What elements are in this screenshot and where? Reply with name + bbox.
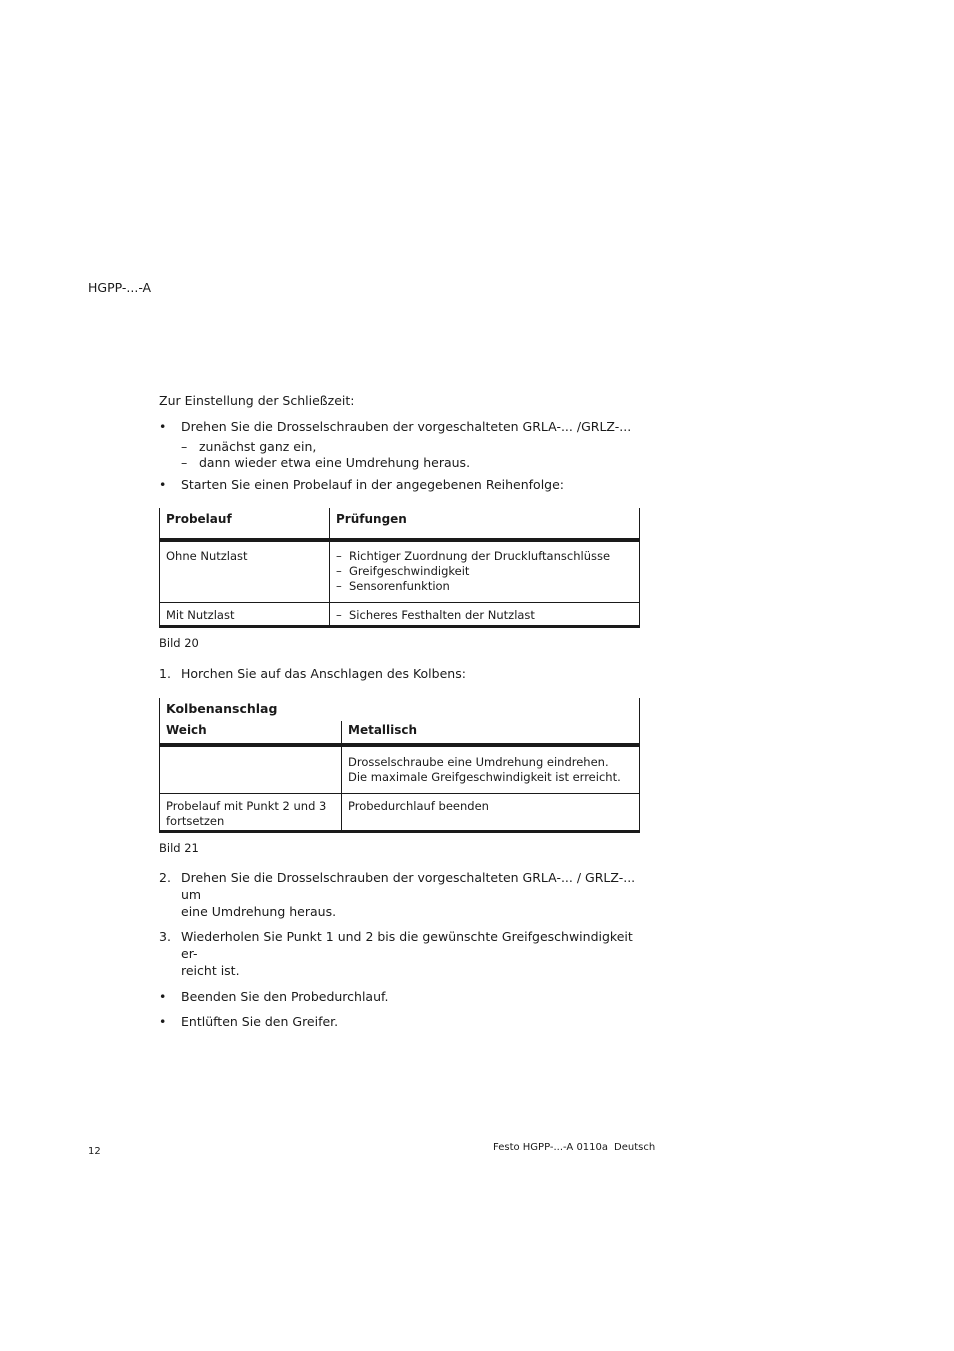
column-header: Probelauf xyxy=(160,508,330,540)
dash-icon: – xyxy=(336,579,342,593)
kolbenanschlag-table xyxy=(159,698,640,833)
numbered-step: 2. Drehen Sie die Drosselschrauben der vorgeschalteten GRLA-... / GRLZ-... um eine Umdrehung heraus. xyxy=(159,870,636,919)
step-bullet xyxy=(159,1013,639,1030)
table-cell: Drosselschraube eine Umdrehung eindrehen. Die maximale Greifgeschwindigkeit ist erreicht. xyxy=(342,745,640,794)
table-cell: Probedurchlauf beenden xyxy=(342,794,640,832)
step-text: Beenden Sie den Probedurchlauf. xyxy=(181,989,389,1004)
figure-caption: Bild 20 xyxy=(159,636,199,650)
footer-language: Deutsch xyxy=(614,1142,656,1153)
footer-doc-info xyxy=(493,1142,655,1153)
footer-doc-id: Festo HGPP-...-A 0110a xyxy=(493,1142,609,1153)
probelauf-table xyxy=(159,508,640,628)
sub-item-text: dann wieder etwa eine Umdrehung heraus. xyxy=(199,455,471,470)
bullet-icon: • xyxy=(159,1014,167,1029)
table-row xyxy=(160,794,640,832)
check-item: – Sensorenfunktion xyxy=(336,579,450,593)
step-bullet xyxy=(159,476,639,493)
column-header: Metallisch xyxy=(342,721,640,745)
step-bullet xyxy=(159,418,639,435)
table-cell xyxy=(330,540,640,603)
sub-item xyxy=(159,439,639,455)
dash-icon: – xyxy=(336,549,342,563)
table-header-row xyxy=(160,721,640,745)
page-number: 12 xyxy=(88,1146,101,1157)
table-header-row xyxy=(160,508,640,540)
figure-caption: Bild 21 xyxy=(159,841,199,855)
check-item: – Greifgeschwindigkeit xyxy=(336,564,470,578)
step-text: Drehen Sie die Drosselschrauben der vorgeschalteten GRLA-... /GRLZ-... xyxy=(181,419,632,434)
table-row xyxy=(160,603,640,627)
table-cell: Probelauf mit Punkt 2 und 3 fortsetzen xyxy=(160,794,342,832)
table-cell xyxy=(330,603,640,627)
bullet-icon: • xyxy=(159,419,167,434)
table-row xyxy=(160,540,640,603)
dash-icon: – xyxy=(336,564,342,578)
check-item: – Sicheres Festhalten der Nutzlast xyxy=(336,608,535,622)
numbered-step xyxy=(159,665,639,682)
page-body xyxy=(159,392,639,1030)
bullet-icon: • xyxy=(159,989,167,1004)
step-number: 3. xyxy=(159,929,171,944)
step-number: 2. xyxy=(159,870,171,885)
step-text: Entlüften Sie den Greifer. xyxy=(181,1014,339,1029)
step-bullet xyxy=(159,988,639,1005)
column-header: Prüfungen xyxy=(330,508,640,540)
dash-icon: – xyxy=(181,455,188,470)
table-title: Kolbenanschlag xyxy=(160,698,640,721)
table-cell xyxy=(160,745,342,794)
bullet-icon: • xyxy=(159,477,167,492)
step-text: Starten Sie einen Probelauf in der angegebenen Reihenfolge: xyxy=(181,477,565,492)
dash-icon: – xyxy=(336,608,342,622)
sub-item xyxy=(159,455,639,471)
table-title-row xyxy=(160,698,640,721)
table-cell: Mit Nutzlast xyxy=(160,603,330,627)
dash-icon: – xyxy=(181,439,188,454)
sub-item-text: zunächst ganz ein, xyxy=(199,439,317,454)
running-header: HGPP-...-A xyxy=(88,280,152,295)
table-cell: Ohne Nutzlast xyxy=(160,540,330,603)
step-number: 1. xyxy=(159,666,171,681)
check-item: – Richtiger Zuordnung der Druckluftanschlüsse xyxy=(336,549,611,563)
numbered-step: 3. Wiederholen Sie Punkt 1 und 2 bis die gewünschte Greifgeschwindigkeit er- reicht ist. xyxy=(159,929,633,978)
step-text: Horchen Sie auf das Anschlagen des Kolbens: xyxy=(181,666,466,681)
column-header: Weich xyxy=(160,721,342,745)
intro-text: Zur Einstellung der Schließzeit: xyxy=(159,393,355,408)
table-row xyxy=(160,745,640,794)
